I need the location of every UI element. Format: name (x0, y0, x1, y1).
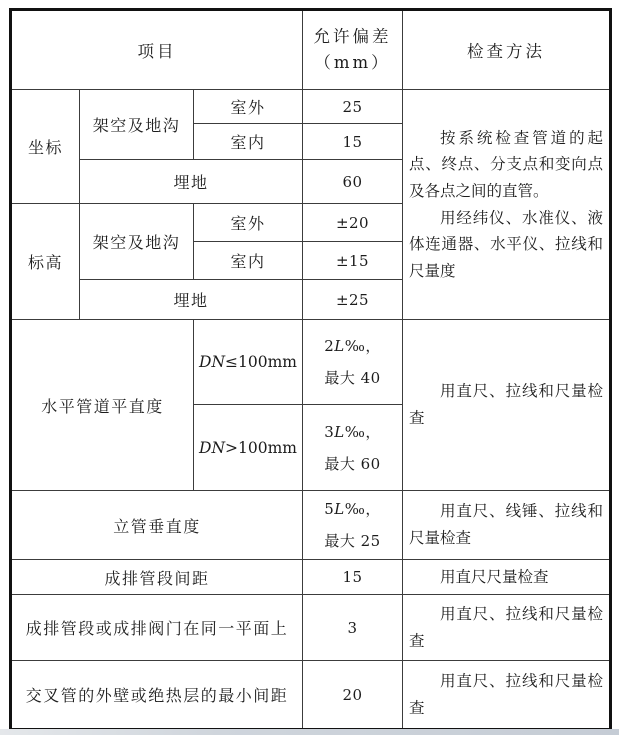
dn-condition: >100mm (225, 438, 297, 457)
header-row (11, 10, 611, 90)
elevation-buried-value-cell: ±25 (303, 280, 403, 320)
coordinate-label-cell: 坐标 (11, 90, 80, 204)
coordinate-elevation-method-cell (403, 90, 611, 320)
elevation-label-cell: 标高 (11, 204, 80, 320)
coordinate-outdoor-value-cell: 25 (303, 90, 403, 124)
crossing-pipes-row (11, 661, 611, 730)
deviation-coefficient: 2 (324, 337, 335, 355)
method-paragraph: 用经纬仪、水准仪、液体连通器、水平仪、拉线和尺量度 (409, 208, 604, 280)
deviation-coefficient: 5 (324, 500, 335, 518)
deviation-permille: ‰， (344, 500, 381, 518)
riser-verticality-method-cell (403, 491, 611, 560)
same-plane-value-cell: 3 (303, 595, 403, 661)
crossing-pipes-label-cell: 交叉管的外壁或绝热层的最小间距 (11, 661, 303, 730)
elevation-outdoor-value-cell: ±20 (303, 204, 403, 242)
dn-symbol: DN (199, 438, 226, 457)
dn-condition: ≤100mm (225, 353, 297, 371)
row-spacing-row (11, 560, 611, 595)
coordinate-overhead-cell: 架空及地沟 (80, 90, 194, 160)
same-plane-method-cell (403, 595, 611, 661)
elevation-indoor-value-cell: ±15 (303, 242, 403, 280)
method-paragraph: 用直尺、线锤、拉线和尺量检查 (409, 502, 604, 547)
deviation-max: 最大 60 (324, 454, 381, 473)
coordinate-buried-label-cell: 埋地 (80, 160, 303, 204)
row-spacing-label-cell: 成排管段间距 (11, 560, 303, 595)
riser-verticality-label-cell: 立管垂直度 (11, 491, 303, 560)
method-paragraph: 用直尺、拉线和尺量检查 (409, 604, 604, 650)
elevation-indoor-label-cell: 室内 (194, 242, 303, 280)
deviation-max: 最大 40 (324, 369, 381, 387)
deviation-coefficient: 3 (324, 422, 335, 441)
row-spacing-value-cell: 15 (303, 560, 403, 595)
dn-large-value-cell (303, 405, 403, 491)
deviation-variable: L (334, 337, 345, 355)
method-paragraph: 用直尺尺量检查 (440, 567, 549, 586)
header-item-cell: 项目 (11, 10, 303, 90)
same-plane-label-cell: 成排管段或成排阀门在同一平面上 (11, 595, 303, 661)
method-paragraph: 用直尺、拉线和尺量检查 (409, 671, 604, 717)
method-paragraph: 按系统检查管道的起点、终点、分支点和变向点及各点之间的直管。 (409, 128, 604, 200)
riser-verticality-row (11, 491, 611, 560)
crossing-pipes-value-cell: 20 (303, 661, 403, 730)
dn-symbol: DN (199, 353, 226, 371)
pipe-tolerance-table (9, 8, 612, 731)
coordinate-indoor-label-cell: 室内 (194, 124, 303, 160)
header-deviation-cell (303, 10, 403, 90)
header-deviation-unit: （mm） (314, 53, 391, 72)
row-spacing-method-cell (403, 560, 611, 595)
horizontal-straightness-method-cell (403, 320, 611, 491)
coordinate-outdoor-label-cell: 室外 (194, 90, 303, 124)
coordinate-indoor-value-cell: 15 (303, 124, 403, 160)
riser-verticality-value-cell (303, 491, 403, 560)
horizontal-straightness-label-cell: 水平管道平直度 (11, 320, 194, 491)
elevation-outdoor-label-cell: 室外 (194, 204, 303, 242)
elevation-overhead-cell: 架空及地沟 (80, 204, 194, 280)
header-deviation-title: 允许偏差 (313, 27, 392, 46)
page-bottom-edge (0, 729, 619, 735)
dn-small-value-cell (303, 320, 403, 405)
method-paragraph: 用直尺、拉线和尺量检查 (409, 382, 604, 427)
dn-small-condition-cell (194, 320, 303, 405)
coordinate-buried-value-cell: 60 (303, 160, 403, 204)
crossing-pipes-method-cell (403, 661, 611, 730)
deviation-max: 最大 25 (324, 532, 381, 550)
dn-large-condition-cell (194, 405, 303, 491)
dn-small-row (11, 320, 611, 405)
header-method-cell: 检查方法 (403, 10, 611, 90)
deviation-permille: ‰， (344, 337, 381, 355)
coordinate-outdoor-row (11, 90, 611, 124)
same-plane-row (11, 595, 611, 661)
elevation-buried-label-cell: 埋地 (80, 280, 303, 320)
deviation-variable: L (334, 500, 345, 518)
deviation-permille: ‰， (344, 422, 381, 441)
deviation-variable: L (334, 422, 345, 441)
